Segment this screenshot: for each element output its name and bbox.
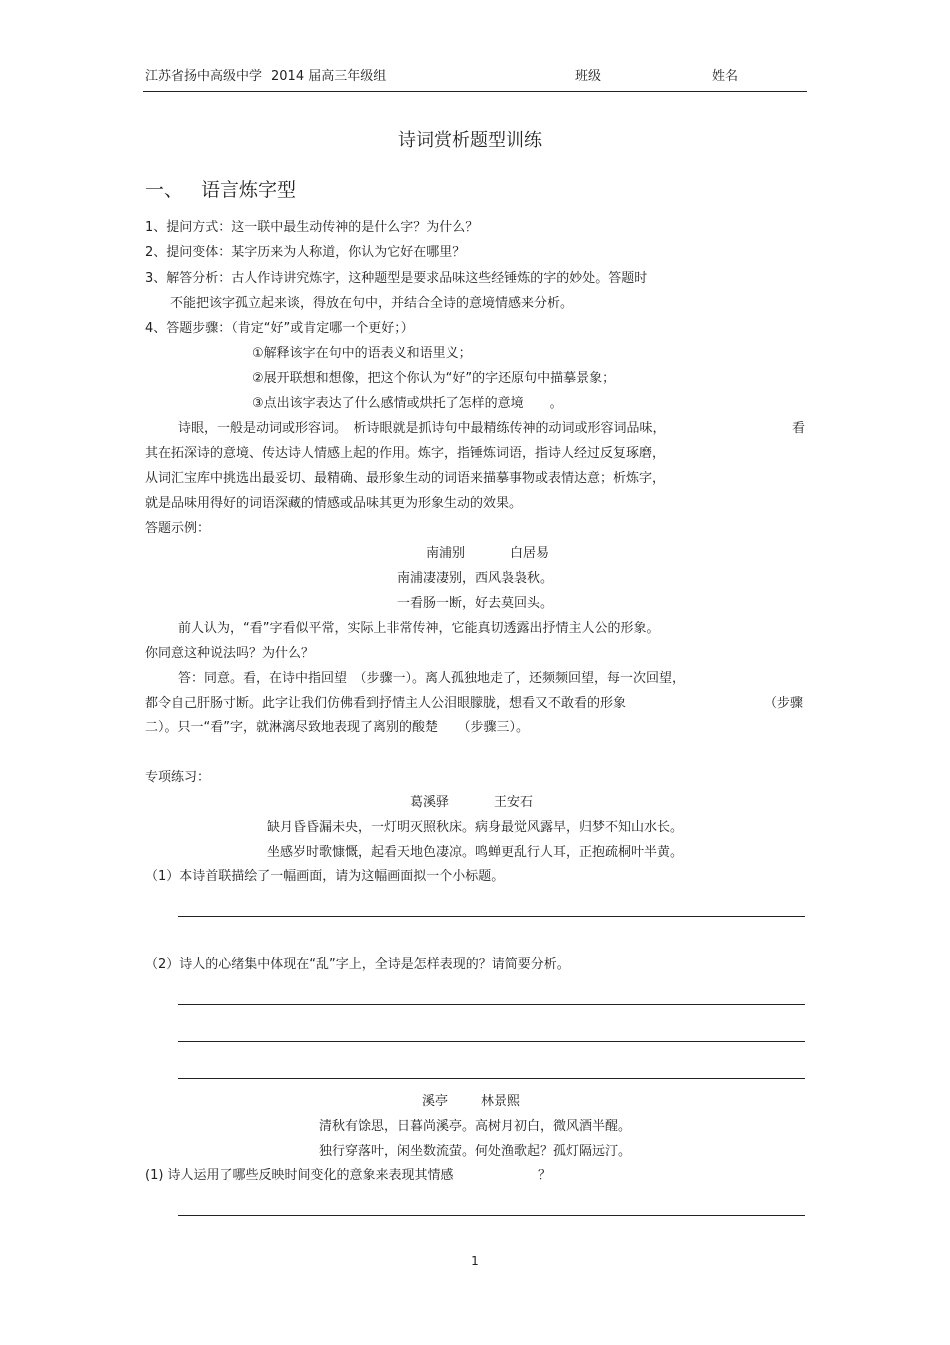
answer-line[interactable] [178,1078,805,1079]
practice-poem2-question1-end: ？ [538,1168,552,1183]
explanation-line2: 其在拓深诗的意境、传达诗人情感上起的作用。炼字，指锤炼词语，指诗人经过反复琢磨， [145,446,666,461]
example-poem-line1: 南浦凄凄别，西风袅袅秋。 [396,571,553,586]
answer-line[interactable] [178,1215,805,1216]
example-question-line1: 前人认为，“看”字看似平常，实际上非常传神，它能真切透露出抒情主人公的形象。 [178,621,660,636]
step-3: ③点出该字表达了什么感情或烘托了怎样的意境 。 [252,396,563,411]
practice-poem2-line2: 独行穿落叶，闲坐数流萤。何处渔歌起？孤灯隔远汀。 [318,1144,631,1159]
example-poem-title: 南浦别 [426,546,466,561]
header-name-label: 姓名 [712,69,739,84]
section-number: 一、 [145,179,184,201]
page-number: 1 [471,1254,479,1268]
explanation-line1: 诗眼，一般是动词或形容词。 析诗眼就是抓诗句中最精练传神的动词或形容词品味， [178,421,666,436]
example-answer-line2: 都令自己肝肠寸断。此字让我们仿佛看到抒情主人公泪眼朦胧，想看又不敢看的形象 [145,696,627,711]
example-answer-line1: 答：同意。看，在诗中指回望 （步骤一）。离人孤独地走了，还频频回望，每一次回望， [178,671,686,686]
item-q3-line2: 不能把该字孤立起来谈，得放在句中，并结合全诗的意境情感来分析。 [170,296,574,311]
practice-poem1-question2: （2）诗人的心绪集中体现在“乱”字上，全诗是怎样表现的？请简要分析。 [145,957,570,972]
practice-poem1-question1: （1）本诗首联描绘了一幅画面，请为这幅画面拟一个小标题。 [145,869,505,884]
explanation-line1-end: 看 [792,421,806,436]
header-grade: 2014 届高三年级组 [271,69,387,84]
page-title: 诗词赏析题型训练 [398,130,542,151]
practice-label: 专项练习： [145,770,211,785]
practice-poem2-author: 林景熙 [481,1094,521,1109]
item-q1: 1、提问方式：这一联中最生动传神的是什么字？为什么？ [145,220,479,235]
header-divider [143,91,807,92]
practice-poem2-title: 溪亭 [422,1094,449,1109]
section-heading: 语言炼字型 [201,179,297,201]
practice-poem1-line2: 坐感岁时歌慷慨，起看天地色凄凉。鸣蝉更乱行人耳，正抱疏桐叶半黄。 [266,845,683,860]
practice-poem2-question1: (1) 诗人运用了哪些反映时间变化的意象来表现其情感 [145,1168,454,1183]
item-q3-line1: 3、解答分析：古人作诗讲究炼字，这种题型是要求品味这些经锤炼的字的妙处。答题时 [145,271,648,286]
practice-poem1-author: 王安石 [494,795,534,810]
example-poem-line2: 一看肠一断，好去莫回头。 [396,596,553,611]
example-question-line2: 你同意这种说法吗？为什么？ [145,646,315,661]
answer-line[interactable] [178,916,805,917]
explanation-line4: 就是品味用得好的词语深藏的情感或品味其更为形象生动的效果。 [145,496,523,511]
answer-line[interactable] [178,1041,805,1042]
step-1: ①解释该字在句中的语表义和语里义； [252,346,472,361]
header-class-label: 班级 [575,69,602,84]
example-answer-line3: 二）。只一“看”字，就淋漓尽致地表现了离别的酸楚 （步骤三）。 [145,720,529,735]
answer-line[interactable] [178,1004,805,1005]
item-q2: 2、提问变体：某字历来为人称道，你认为它好在哪里？ [145,245,466,260]
practice-poem1-line1: 缺月昏昏漏未央，一灯明灭照秋床。病身最觉风露早，归梦不知山水长。 [266,820,683,835]
header-school: 江苏省扬中高级中学 [145,69,263,84]
practice-poem1-title: 葛溪驿 [410,795,450,810]
example-poem-author: 白居易 [510,546,550,561]
practice-poem2-line1: 清秋有馀思，日暮尚溪亭。高树月初白，微风酒半醒。 [318,1119,631,1134]
item-q4: 4、答题步骤：（肯定“好”或肯定哪一个更好；） [145,321,414,336]
explanation-line3: 从词汇宝库中挑选出最妥切、最精确、最形象生动的词语来描摹事物或表情达意；析炼字， [145,471,666,486]
step-2: ②展开联想和想像，把这个你认为“好”的字还原句中描摹景象； [252,371,616,386]
example-answer-line2-end: （步骤 [764,696,804,711]
example-label: 答题示例： [145,521,211,536]
